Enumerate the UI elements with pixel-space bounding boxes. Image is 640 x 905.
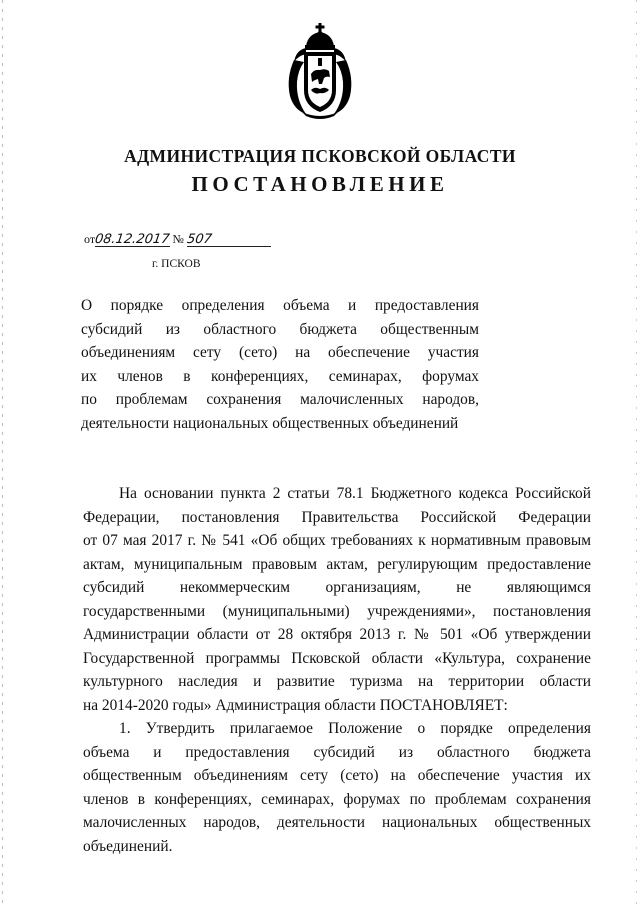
item-line: общественным объединениям сету (сето) на обеспечение участия их — [83, 767, 591, 784]
handwritten-date: 08.12.2017 — [94, 232, 171, 247]
subject-line: объединениям сету (сето) на обеспечение участия — [81, 344, 479, 361]
preamble-line: от 07 мая 2017 г. № 541 «Об общих требованиях к нормативным правовым — [83, 532, 591, 549]
city-label: г. ПСКОВ — [152, 258, 201, 270]
subject-line: О порядке определения объема и предоставления — [81, 297, 479, 314]
subject-line: по проблемам сохранения малочисленных народов, — [81, 391, 479, 408]
preamble-line: на 2014-2020 годы» Администрация области ПОСТАНОВЛЯЕТ: — [83, 696, 508, 714]
subject-line: их членов в конференциях, семинарах, форумах — [81, 367, 479, 385]
handwritten-number: 507 — [185, 232, 213, 247]
subject-block — [81, 294, 479, 435]
pskov-coat-of-arms-icon — [284, 20, 356, 120]
document-type-heading: ПОСТАНОВЛЕНИЕ — [191, 172, 449, 196]
item-line: 1. Утвердить прилагаемое Положение о порядке определения — [119, 720, 591, 737]
subject-line: деятельности национальных общественных объединений — [81, 414, 459, 432]
item-line: членов в конференциях, семинарах, форумах по проблемам сохранения — [83, 790, 591, 808]
body-text — [83, 482, 591, 858]
preamble-line: Администрации области от 28 октября 2013 г. № 501 «Об утверждении — [83, 626, 591, 643]
item-line: объема и предоставления субсидий из областного бюджета — [83, 743, 591, 761]
scan-edge-right — [636, 0, 637, 905]
number-prefix: № — [172, 232, 184, 246]
preamble-line: субсидий некоммерческим организациям, не являющимся — [83, 579, 591, 596]
date-number-line — [84, 232, 271, 247]
subject-line: субсидий из областного бюджета общественным — [81, 320, 479, 338]
preamble-line: актам, муниципальным правовым актам, регулирующим предоставление — [83, 555, 591, 573]
organization-title: АДМИНИСТРАЦИЯ ПСКОВСКОЙ ОБЛАСТИ — [124, 146, 516, 166]
item-line: малочисленных народов, деятельности национальных общественных — [83, 814, 591, 831]
preamble-line: На основании пункта 2 статьи 78.1 Бюджетного кодекса Российской — [119, 485, 591, 502]
scan-edge-left — [2, 0, 3, 905]
preamble-line: культурного наследия и развитие туризма на территории области — [83, 673, 591, 690]
date-prefix: от — [84, 232, 96, 246]
preamble-line: Государственной программы Псковской области «Культура, сохранение — [83, 649, 591, 667]
item-line: объединений. — [83, 837, 173, 855]
preamble-line: государственными (муниципальными) учреждениями», постановления — [83, 602, 591, 620]
preamble-line: Федерации, постановления Правительства Российской Федерации — [83, 508, 591, 526]
